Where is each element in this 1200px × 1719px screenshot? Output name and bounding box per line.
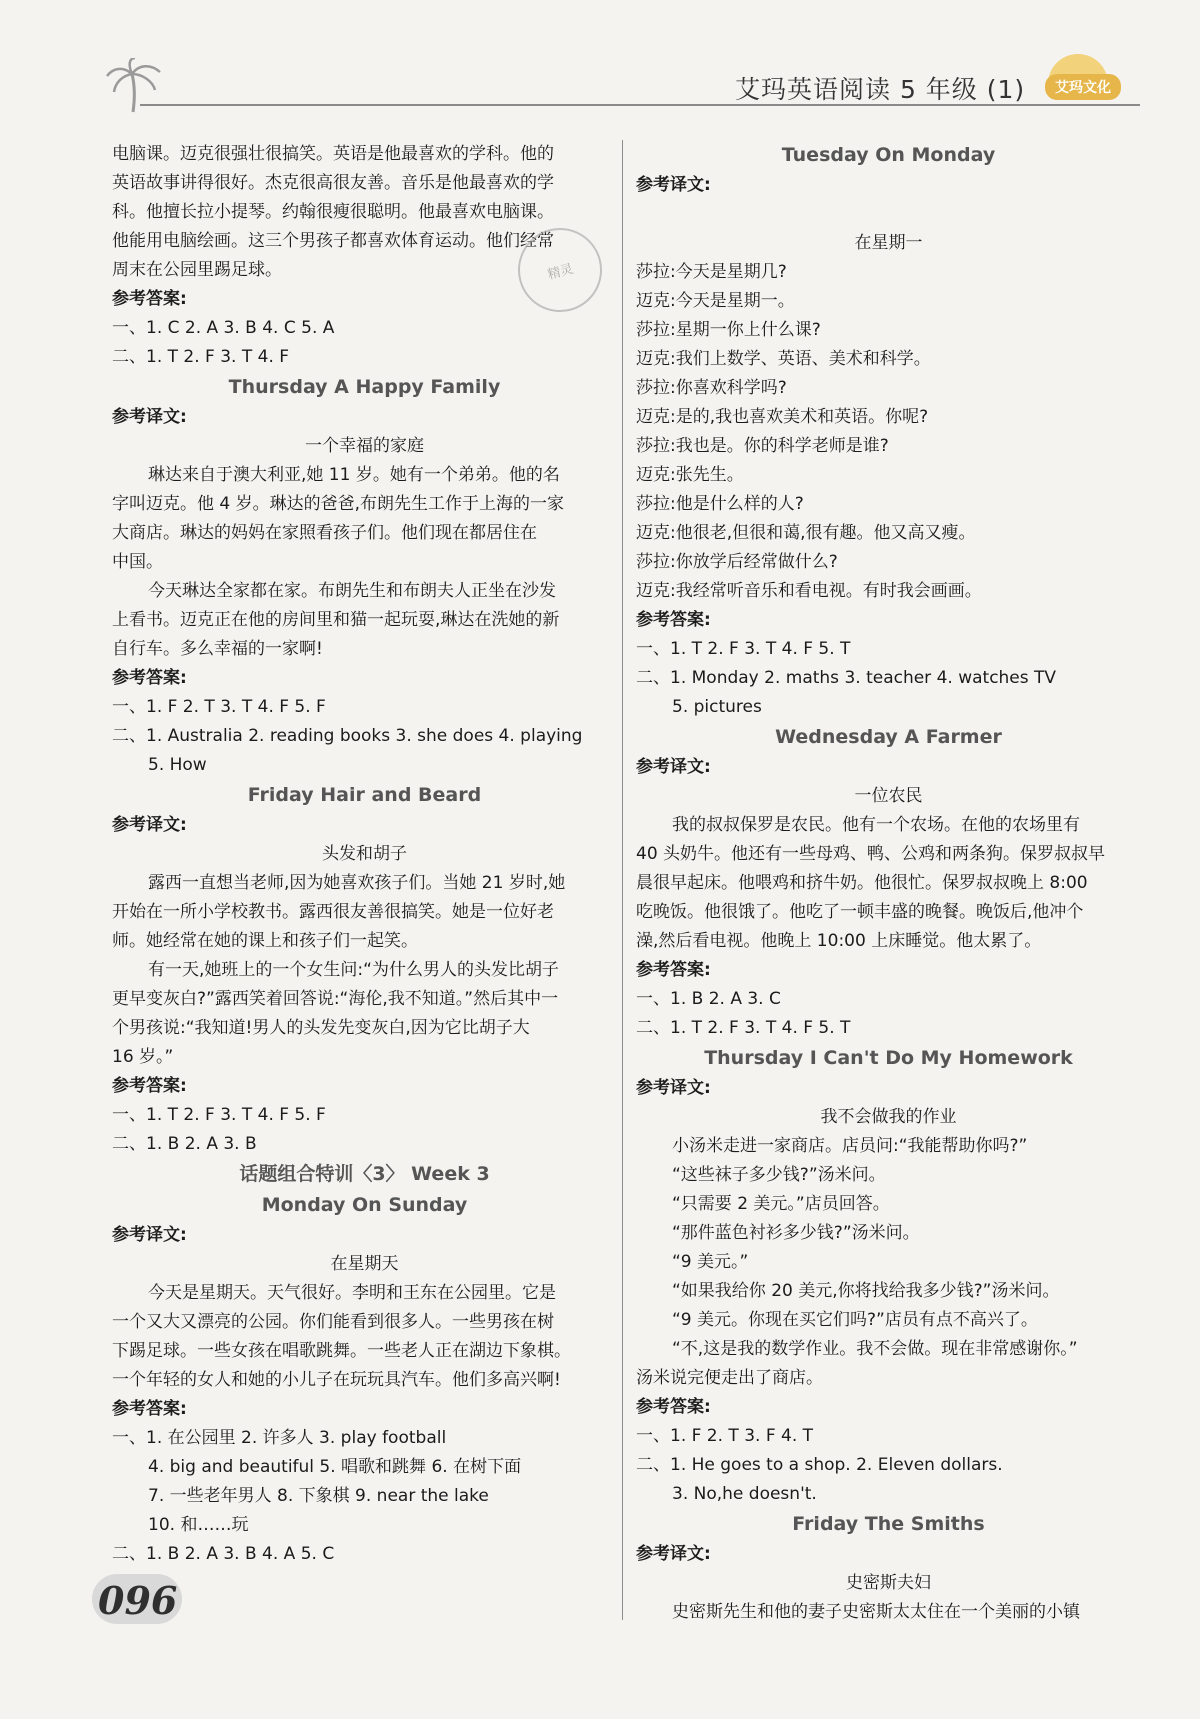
text-line: 4. big and beautiful 5. 唱歌和跳舞 6. 在树下面 <box>148 1457 522 1477</box>
text-line: 史密斯夫妇 <box>846 1573 931 1593</box>
section-label: 参考译文: <box>112 815 187 835</box>
text-line: 莎拉:今天是星期几? <box>636 262 787 282</box>
section-heading: Thursday A Happy Family <box>228 376 501 398</box>
section-label: 参考译文: <box>636 1544 711 1564</box>
text-line: 7. 一些老年男人 8. 下象棋 9. near the lake <box>148 1486 489 1506</box>
section-heading: Thursday I Can't Do My Homework <box>704 1047 1073 1069</box>
left-column <box>112 140 617 1569</box>
text-line: 迈克:是的,我也喜欢美术和英语。你呢? <box>636 407 929 427</box>
text-line: 迈克:我经常听音乐和看电视。有时我会画画。 <box>636 581 982 601</box>
text-line: 吃晚饭。他很饿了。他吃了一顿丰盛的晚餐。晚饭后,他冲个 <box>636 902 1084 922</box>
text-line: 3. No,he doesn't. <box>672 1484 817 1504</box>
text-line: 有一天,她班上的一个女生问:“为什么男人的头发比胡子 <box>148 960 559 980</box>
text-line: 二、1. B 2. A 3. B <box>112 1134 257 1154</box>
text-line: 自行车。多么幸福的一家啊! <box>112 639 323 659</box>
right-column <box>636 140 1141 1627</box>
text-line: 16 岁。” <box>112 1047 174 1067</box>
text-line: “只需要 2 美元。”店员回答。 <box>672 1194 890 1214</box>
text-line: 史密斯先生和他的妻子史密斯太太住在一个美丽的小镇 <box>672 1602 1080 1622</box>
text-line: 大商店。琳达的妈妈在家照看孩子们。他们现在都居住在 <box>112 523 537 543</box>
text-line: 个男孩说:“我知道!男人的头发先变灰白,因为它比胡子大 <box>112 1018 530 1038</box>
text-line: 电脑课。迈克很强壮很搞笑。英语是他最喜欢的学科。他的 <box>112 144 554 164</box>
text-line: 一、1. C 2. A 3. B 4. C 5. A <box>112 318 335 338</box>
text-line: 我的叔叔保罗是农民。他有一个农场。在他的农场里有 <box>672 815 1080 835</box>
text-line: 头发和胡子 <box>322 844 407 864</box>
section-label: 参考答案: <box>636 610 711 630</box>
text-line: 周末在公园里踢足球。 <box>112 260 282 280</box>
section-heading: Friday Hair and Beard <box>247 784 482 806</box>
text-line: 在星期一 <box>854 233 923 253</box>
text-line: 莎拉:你喜欢科学吗? <box>636 378 787 398</box>
text-line: “那件蓝色衬衫多少钱?”汤米问。 <box>672 1223 920 1243</box>
page-title: 艾玛英语阅读 5 年级 (1) <box>735 75 1026 104</box>
text-line: 一个幸福的家庭 <box>305 436 424 456</box>
text-line: 科。他擅长拉小提琴。约翰很瘦很聪明。他最喜欢电脑课。 <box>112 202 554 222</box>
publisher-badge: 艾玛文化 <box>1045 74 1121 100</box>
text-line: 二、1. Monday 2. maths 3. teacher 4. watches TV <box>636 668 1057 688</box>
text-line: 他能用电脑绘画。这三个男孩子都喜欢体育运动。他们经常 <box>112 231 554 251</box>
section-label: 参考答案: <box>112 1399 187 1419</box>
text-line: 下踢足球。一些女孩在唱歌跳舞。一些老人正在湖边下象棋。 <box>112 1341 571 1361</box>
text-line: 二、1. B 2. A 3. B 4. A 5. C <box>112 1544 335 1564</box>
text-line: 二、1. He goes to a shop. 2. Eleven dollars. <box>636 1455 1003 1475</box>
section-label: 参考译文: <box>636 757 711 777</box>
section-label: 参考答案: <box>112 668 187 688</box>
text-line: 5. pictures <box>672 697 762 717</box>
text-line: 10. 和……玩 <box>148 1515 249 1535</box>
section-label: 参考译文: <box>636 1078 711 1098</box>
text-line: 一、1. F 2. T 3. T 4. F 5. F <box>112 697 326 717</box>
text-line: “这些袜子多少钱?”汤米问。 <box>672 1165 886 1185</box>
section-label: 参考译文: <box>112 407 187 427</box>
section-heading: 话题组合特训〈3〉 Week 3 <box>239 1163 490 1185</box>
text-line: 我不会做我的作业 <box>820 1107 957 1127</box>
text-line: 汤米说完便走出了商店。 <box>636 1368 823 1388</box>
text-line: 一个又大又漂亮的公园。你们能看到很多人。一些男孩在树 <box>112 1312 554 1332</box>
column-divider <box>622 140 623 1620</box>
section-heading: Friday The Smiths <box>792 1513 985 1535</box>
text-line: 莎拉:他是什么样的人? <box>636 494 804 514</box>
text-line: 小汤米走进一家商店。店员问:“我能帮助你吗?” <box>672 1136 1028 1156</box>
text-line: 今天琳达全家都在家。布朗先生和布朗夫人正坐在沙发 <box>148 581 556 601</box>
text-line: 迈克:今天是星期一。 <box>636 291 795 311</box>
section-heading: Monday On Sunday <box>261 1194 468 1216</box>
text-line: 上看书。迈克正在他的房间里和猫一起玩耍,琳达在洗她的新 <box>112 610 560 630</box>
section-label: 参考译文: <box>112 1225 187 1245</box>
text-line: 迈克:他很老,但很和蔼,很有趣。他又高又瘦。 <box>636 523 976 543</box>
page-number: 096 <box>98 1578 178 1623</box>
text-line <box>636 200 1141 229</box>
section-label: 参考答案: <box>112 1076 187 1096</box>
text-line: 澡,然后看电视。他晚上 10:00 上床睡觉。他太累了。 <box>636 931 1042 951</box>
text-line: 师。她经常在她的课上和孩子们一起笑。 <box>112 931 418 951</box>
text-line: 一、1. F 2. T 3. F 4. T <box>636 1426 814 1446</box>
text-line: “不,这是我的数学作业。我不会做。现在非常感谢你。” <box>672 1339 1078 1359</box>
section-heading: Wednesday A Farmer <box>775 726 1002 748</box>
text-line: 迈克:我们上数学、英语、美术和科学。 <box>636 349 931 369</box>
section-label: 参考答案: <box>112 289 187 309</box>
text-line: 莎拉:星期一你上什么课? <box>636 320 821 340</box>
section-label: 参考答案: <box>636 960 711 980</box>
text-line: 二、1. T 2. F 3. T 4. F 5. T <box>636 1018 851 1038</box>
text-line: 字叫迈克。他 4 岁。琳达的爸爸,布朗先生工作于上海的一家 <box>112 494 565 514</box>
text-line: 中国。 <box>112 552 163 572</box>
section-label: 参考答案: <box>636 1397 711 1417</box>
text-line: 英语故事讲得很好。杰克很高很友善。音乐是他最喜欢的学 <box>112 173 554 193</box>
text-line: 40 头奶牛。他还有一些母鸡、鸭、公鸡和两条狗。保罗叔叔早 <box>636 844 1106 864</box>
text-line: 更早变灰白?”露西笑着回答说:“海伦,我不知道。”然后其中一 <box>112 989 559 1009</box>
text-line: 二、1. T 2. F 3. T 4. F <box>112 347 290 367</box>
section-label: 参考译文: <box>636 175 711 195</box>
section-heading: Tuesday On Monday <box>781 144 996 166</box>
text-line: 5. How <box>148 755 207 775</box>
text-line: “如果我给你 20 美元,你将找给我多少钱?”汤米问。 <box>672 1281 1060 1301</box>
text-line: 晨很早起床。他喂鸡和挤牛奶。他很忙。保罗叔叔晚上 8:00 <box>636 873 1088 893</box>
text-line: 露西一直想当老师,因为她喜欢孩子们。当她 21 岁时,她 <box>148 873 566 893</box>
text-line: 莎拉:你放学后经常做什么? <box>636 552 838 572</box>
text-line: 一位农民 <box>854 786 923 806</box>
text-line: 琳达来自于澳大利亚,她 11 岁。她有一个弟弟。他的名 <box>148 465 560 485</box>
text-line: “9 美元。你现在买它们吗?”店员有点不高兴了。 <box>672 1310 1038 1330</box>
text-line: 二、1. Australia 2. reading books 3. she does 4. playing <box>112 726 583 746</box>
text-line: 今天是星期天。天气很好。李明和王东在公园里。它是 <box>148 1283 556 1303</box>
text-line: 一、1. B 2. A 3. C <box>636 989 781 1009</box>
stamp-icon: 精灵 <box>509 219 612 322</box>
text-line: 一、1. T 2. F 3. T 4. F 5. T <box>636 639 851 659</box>
text-line: “9 美元。” <box>672 1252 749 1272</box>
text-line: 在星期天 <box>330 1254 399 1274</box>
text-line: 开始在一所小学校教书。露西很友善很搞笑。她是一位好老 <box>112 902 554 922</box>
text-line: 一个年轻的女人和她的小儿子在玩玩具汽车。他们多高兴啊! <box>112 1370 561 1390</box>
text-line: 一、1. T 2. F 3. T 4. F 5. F <box>112 1105 326 1125</box>
text-line: 一、1. 在公园里 2. 许多人 3. play football <box>112 1428 447 1448</box>
text-line: 莎拉:我也是。你的科学老师是谁? <box>636 436 889 456</box>
text-line: 迈克:张先生。 <box>636 465 744 485</box>
